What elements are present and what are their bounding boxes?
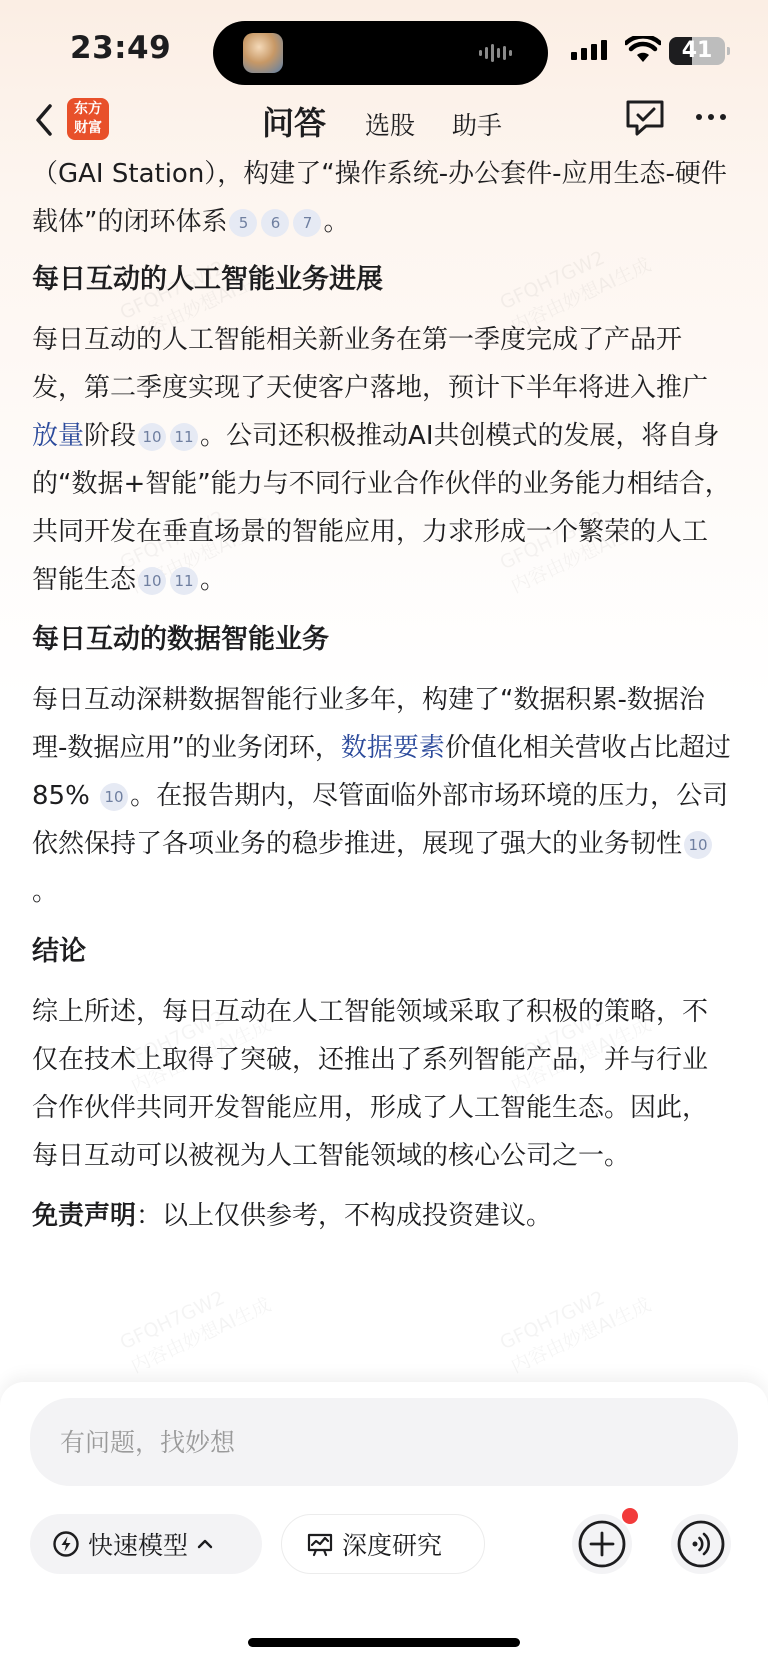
- notification-dot: [620, 1506, 640, 1526]
- feedback-icon[interactable]: [624, 98, 668, 138]
- battery-icon: [669, 37, 725, 65]
- voice-input-button[interactable]: [671, 1514, 731, 1574]
- dynamic-island[interactable]: [213, 21, 548, 85]
- app-logo[interactable]: [67, 98, 109, 140]
- citation-badge[interactable]: 10: [684, 831, 712, 859]
- citation-badge[interactable]: 10: [138, 423, 166, 451]
- ai-progress-text-b: 阶段: [84, 421, 137, 451]
- watermark-line2: [126, 1290, 275, 1379]
- citation-badge[interactable]: 10: [100, 783, 128, 811]
- watermark-line2: [506, 1290, 655, 1379]
- status-time: 23:49: [70, 30, 172, 66]
- logo-line2: 财富: [74, 120, 102, 136]
- intro-text: （GAI Station），构建了“操作系统-办公套件-应用生态-硬件载体”的闭环体系: [32, 159, 727, 237]
- ai-progress-text-a: 每日互动的人工智能相关新业务在第一季度完成了产品开发，第二季度实现了天使客户落地，预计下半年将进入推广: [32, 325, 709, 403]
- more-icon[interactable]: [696, 114, 726, 120]
- link-data-elements[interactable]: 数据要素: [340, 733, 445, 763]
- watermark: [117, 1270, 275, 1378]
- fast-model-selector[interactable]: [30, 1514, 262, 1574]
- intro-end: 。: [323, 207, 350, 237]
- audio-wave-icon: [479, 44, 512, 62]
- cellular-signal-icon: [571, 40, 607, 60]
- research-chart-icon: [306, 1530, 334, 1558]
- disclaimer: [32, 1192, 732, 1240]
- conclusion-paragraph: 综上所述，每日互动在人工智能领域采取了积极的策略，不仅在技术上取得了突破，还推出了系列智能产品，并与行业合作伙伴共同开发智能应用，形成了人工智能生态。因此，每日互动可以被视为人工智能领域的核心公司之一。: [32, 997, 709, 1171]
- battery-level: 41: [681, 38, 713, 63]
- watermark: [497, 1270, 655, 1378]
- citation-badge[interactable]: 11: [170, 567, 198, 595]
- deep-research-label: 深度研究: [342, 1531, 443, 1560]
- home-indicator[interactable]: [248, 1638, 520, 1647]
- voice-icon: [671, 1514, 731, 1574]
- deep-research-button[interactable]: [281, 1514, 485, 1574]
- disclaimer-text: ：以上仅供参考，不构成投资建议。: [136, 1201, 553, 1231]
- tab-assistant[interactable]: 助手: [452, 111, 503, 140]
- section-title-conclusion: 结论: [32, 936, 86, 967]
- answer-content: [32, 150, 732, 1240]
- fast-model-label: 快速模型: [88, 1531, 189, 1560]
- citation-badge[interactable]: 11: [170, 423, 198, 451]
- citation-badge[interactable]: 10: [138, 567, 166, 595]
- composer-panel: [0, 1382, 768, 1665]
- watermark-line1: [497, 1270, 644, 1354]
- lightning-icon: [52, 1530, 80, 1558]
- tab-qa[interactable]: 问答: [262, 104, 327, 142]
- ai-progress-end: 。: [200, 565, 227, 595]
- link-fangliang[interactable]: 放量: [32, 421, 85, 451]
- watermark-line1: [117, 1270, 264, 1354]
- data-text-c: 。在报告期内，尽管面临外部市场环境的压力，公司依然保持了各项业务的稳步推进，展现了强大的业务韧性: [32, 781, 729, 859]
- data-intelligence-paragraph: [32, 676, 732, 916]
- now-playing-app-icon: [243, 33, 283, 73]
- data-end: 。: [32, 877, 59, 907]
- section-title-ai-progress: 每日互动的人工智能业务进展: [32, 264, 383, 295]
- wifi-icon: [625, 36, 661, 64]
- citation-badge[interactable]: 6: [261, 209, 289, 237]
- intro-paragraph: [32, 150, 732, 246]
- data-text-a: 每日互动深耕数据智能行业多年，构建了“数据积累-数据治理-数据应用”的业务闭环，: [32, 685, 705, 763]
- chevron-up-icon: [194, 1533, 216, 1555]
- ai-progress-text-c: 。公司还积极推动AI共创模式的发展，将自身的“数据+智能”能力与不同行业合作伙伴的业务能力相结合，共同开发在垂直场景的智能应用，力求形成一个繁荣的人工智能生态: [32, 421, 731, 595]
- citation-badge[interactable]: 7: [293, 209, 321, 237]
- question-input[interactable]: [30, 1398, 738, 1486]
- citation-badge[interactable]: 5: [229, 209, 257, 237]
- tab-stock-picker[interactable]: 选股: [365, 111, 416, 140]
- disclaimer-label: 免责声明: [32, 1201, 137, 1231]
- nav-bar: [0, 90, 768, 150]
- data-text-b: 价值化相关营收占比超过85%: [32, 733, 731, 811]
- back-chevron-icon[interactable]: [30, 100, 60, 140]
- status-bar: [0, 0, 768, 90]
- section-title-data-intelligence: 每日互动的数据智能业务: [32, 624, 329, 655]
- ai-progress-paragraph: [32, 316, 732, 604]
- logo-line1: 东方: [74, 101, 102, 117]
